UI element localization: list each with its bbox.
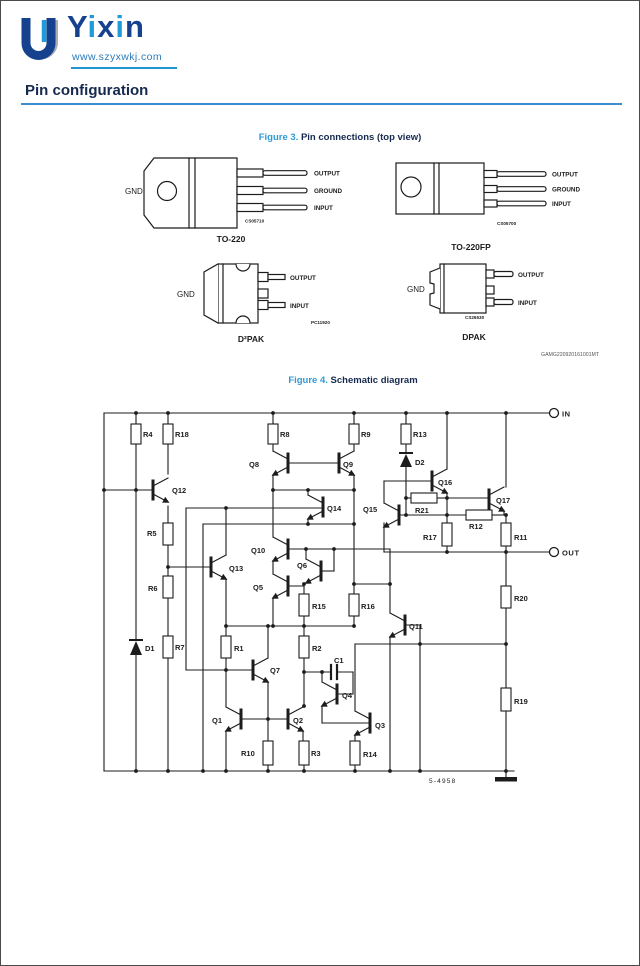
junction-dot	[166, 411, 170, 415]
to220fp-pin	[497, 187, 546, 192]
junction-dot	[445, 550, 449, 554]
figure3-caption-prefix: Figure 3.	[258, 132, 299, 143]
component-label-R16: R16	[361, 602, 375, 611]
component-label-R18: R18	[175, 430, 189, 439]
resistor-body	[163, 636, 173, 658]
to220-pin	[237, 169, 263, 177]
junction-dot	[102, 488, 106, 492]
junction-dot	[352, 624, 356, 628]
to220-pin	[237, 204, 263, 212]
junction-dot	[224, 769, 228, 773]
component-label-Q10: Q10	[251, 546, 266, 555]
junction-dot	[134, 769, 138, 773]
dpak-gnd-label: GND	[407, 285, 425, 294]
to220fp-pin	[484, 186, 497, 193]
junction-dot	[302, 582, 306, 586]
transistor-emitter	[226, 723, 241, 731]
out-terminal-label: OUT	[562, 548, 580, 558]
transistor-emitter	[306, 575, 321, 583]
logo-letter: i	[115, 9, 126, 44]
dpak-pin-label: INPUT	[518, 300, 537, 307]
transistor-collector	[226, 707, 241, 715]
resistor-body	[299, 594, 309, 616]
component-label-D1: D1	[145, 644, 155, 653]
component-label-R14: R14	[363, 750, 377, 759]
to220fp-pin	[497, 172, 546, 177]
resistor-body	[349, 594, 359, 616]
to220-caption: TO-220	[216, 234, 246, 244]
dpak-pin	[494, 300, 513, 305]
component-label-R21: R21	[415, 506, 429, 515]
component-label-R2: R2	[312, 644, 322, 653]
resistor-body	[442, 523, 452, 546]
transistor-emitter	[153, 494, 168, 502]
to220-figure-code: CS05710	[245, 218, 265, 224]
junction-dot	[166, 565, 170, 569]
transistor-emitter	[211, 571, 226, 579]
component-label-C1: C1	[334, 656, 344, 665]
component-label-Q14: Q14	[327, 504, 342, 513]
component-label-R13: R13	[413, 430, 427, 439]
d2pak-gnd-label: GND	[177, 290, 195, 299]
d2pak-body	[218, 264, 258, 323]
junction-dot	[134, 411, 138, 415]
junction-dot	[304, 547, 308, 551]
junction-dot	[388, 769, 392, 773]
component-label-R19: R19	[514, 697, 528, 706]
junction-dot	[224, 668, 228, 672]
junction-dot	[224, 624, 228, 628]
resistor-body	[501, 586, 511, 608]
component-label-Q9: Q9	[343, 460, 354, 469]
junction-dot	[445, 513, 449, 517]
junction-dot	[332, 547, 336, 551]
component-label-Q17: Q17	[496, 496, 511, 505]
resistor-body	[466, 510, 492, 520]
transistor-collector	[489, 487, 504, 495]
resistor-body	[163, 424, 173, 444]
to220fp-pin	[484, 171, 497, 178]
to220-drawing	[144, 158, 307, 228]
junction-dot	[302, 769, 306, 773]
junction-dot	[504, 769, 508, 773]
component-label-Q12: Q12	[172, 486, 187, 495]
dpak-body	[440, 264, 486, 313]
dpak-pin	[486, 298, 494, 306]
to220fp-caption: TO-220FP	[451, 242, 491, 252]
to220fp-pin-label: GROUND	[552, 186, 580, 194]
resistor-body	[411, 493, 437, 503]
to220-pin-label: INPUT	[314, 205, 333, 212]
component-label-Q16: Q16	[438, 478, 453, 487]
junction-dot	[504, 550, 508, 554]
component-label-Q2: Q2	[293, 716, 304, 725]
junction-dot	[306, 522, 310, 526]
component-label-Q3: Q3	[375, 721, 386, 730]
diode-D2	[400, 453, 412, 467]
component-label-D2: D2	[415, 458, 425, 467]
resistor-body	[401, 424, 411, 444]
d2pak-pin	[268, 303, 285, 308]
dpak-figure-code: CS26530	[465, 315, 485, 320]
transistor-collector	[273, 451, 288, 459]
resistor-body	[268, 424, 278, 444]
junction-dot	[388, 582, 392, 586]
d2pak-pin	[258, 301, 268, 310]
component-label-Q5: Q5	[253, 583, 264, 592]
transistor-emitter	[273, 553, 288, 561]
junction-dot	[302, 670, 306, 674]
resistor-body	[131, 424, 141, 444]
component-label-R8: R8	[280, 430, 290, 439]
d2pak-pin-label: OUTPUT	[290, 275, 316, 282]
junction-dot	[504, 642, 508, 646]
d2pak-pin	[268, 275, 285, 280]
resistor-body	[299, 636, 309, 658]
to220-mounting-hole	[158, 182, 177, 201]
transistor-collector	[273, 537, 288, 545]
resistor-body	[263, 741, 273, 765]
component-label-R12: R12	[469, 522, 483, 531]
transistor-emitter	[273, 467, 288, 475]
figure3-caption-title: Pin connections (top view)	[300, 132, 422, 143]
junction-dot	[504, 411, 508, 415]
component-label-R5: R5	[147, 529, 157, 538]
ground-icon	[495, 777, 517, 782]
component-label-R6: R6	[148, 584, 158, 593]
junction-dot	[504, 513, 508, 517]
diode-D1	[130, 640, 142, 655]
junction-dot	[271, 411, 275, 415]
in-terminal-label: IN	[562, 409, 571, 419]
junction-dot	[271, 488, 275, 492]
junction-dot	[445, 496, 449, 500]
figure4-caption-prefix: Figure 4.	[288, 375, 328, 386]
dpak-pin-label: OUTPUT	[518, 272, 544, 279]
in-terminal	[550, 409, 559, 418]
component-label-R11: R11	[514, 533, 528, 542]
transistor-collector	[355, 711, 370, 719]
component-label-Q4: Q4	[342, 691, 353, 700]
junction-dot	[302, 704, 306, 708]
component-label-Q11: Q11	[409, 622, 423, 631]
d2pak-middle-stub	[258, 289, 268, 298]
to220fp-pin	[497, 201, 546, 206]
transistor-emitter	[308, 511, 323, 519]
dpak-drawing	[430, 264, 513, 313]
component-label-R17: R17	[423, 533, 437, 542]
junction-dot	[224, 506, 228, 510]
dpak-caption: DPAK	[462, 332, 486, 342]
to220fp-figure-code: CS05700	[497, 221, 517, 226]
logo-website: www.szyxwkj.com	[72, 51, 163, 63]
logo-letter: x	[97, 9, 116, 44]
resistor-body	[349, 424, 359, 444]
to220fp-pin-label: INPUT	[552, 201, 571, 208]
logo-letter: n	[125, 9, 145, 44]
transistor-collector	[273, 574, 288, 582]
to220-pin	[263, 171, 307, 176]
transistor-emitter	[253, 674, 268, 682]
out-terminal	[550, 548, 559, 557]
transistor-emitter	[355, 727, 370, 735]
resistor-body	[299, 741, 309, 765]
dpak-middle-stub	[486, 286, 494, 294]
transistor-collector	[432, 469, 447, 477]
component-label-R7: R7	[175, 643, 185, 652]
dpak-pin	[494, 272, 513, 277]
schematic-diagram	[102, 411, 549, 777]
transistor-emitter	[322, 698, 337, 706]
to220-pin-label: OUTPUT	[314, 170, 340, 178]
d2pak-pin	[258, 273, 268, 282]
to220-pin	[263, 188, 307, 193]
d2pak-pin-label: INPUT	[290, 303, 309, 310]
resistor-body	[501, 688, 511, 711]
junction-dot	[404, 513, 408, 517]
resistor-body	[163, 576, 173, 598]
junction-dot	[134, 488, 138, 492]
resistor-body	[501, 523, 511, 546]
resistor-body	[163, 523, 173, 545]
component-label-Q15: Q15	[363, 505, 378, 514]
component-label-R4: R4	[143, 430, 153, 439]
component-label-Q6: Q6	[297, 561, 308, 570]
junction-dot	[166, 769, 170, 773]
to220-pin	[263, 205, 307, 210]
transistor-collector	[306, 559, 321, 567]
transistor-collector	[153, 478, 168, 486]
d2pak-figure-code: PC11920	[311, 320, 330, 325]
junction-dot	[266, 624, 270, 628]
transistor-emitter	[390, 629, 405, 637]
figure3-watermark: GAMG220920161001MT	[541, 352, 599, 358]
schematic-part-number: 5-4958	[429, 778, 457, 785]
to220fp-mounting-hole	[401, 177, 421, 197]
transistor-collector	[308, 495, 323, 503]
junction-dot	[320, 670, 324, 674]
transistor-collector	[288, 707, 303, 715]
junction-dot	[352, 522, 356, 526]
junction-dot	[271, 624, 275, 628]
component-label-R9: R9	[361, 430, 371, 439]
component-label-Q8: Q8	[249, 460, 260, 469]
to220fp-pin-label: OUTPUT	[552, 171, 578, 179]
junction-dot	[201, 769, 205, 773]
transistor-collector	[339, 451, 354, 459]
component-label-R15: R15	[312, 602, 326, 611]
component-label-Q13: Q13	[229, 564, 244, 573]
junction-dot	[404, 411, 408, 415]
junction-dot	[352, 488, 356, 492]
transistor-emitter	[384, 519, 399, 527]
resistor-body	[221, 636, 231, 658]
junction-dot	[445, 411, 449, 415]
junction-dot	[353, 769, 357, 773]
d2pak-caption: D²PAK	[237, 334, 265, 344]
component-label-R1: R1	[234, 644, 244, 653]
junction-dot	[404, 496, 408, 500]
transistor-collector	[384, 503, 399, 511]
resistor-body	[350, 741, 360, 765]
to220-pin	[237, 187, 263, 195]
transistor-collector	[322, 682, 337, 690]
junction-dot	[352, 582, 356, 586]
figure4-caption-title: Schematic diagram	[330, 375, 418, 386]
page-title: Pin configuration	[25, 82, 149, 99]
junction-dot	[418, 769, 422, 773]
dpak-pin	[486, 270, 494, 278]
to220-gnd-label: GND	[125, 187, 143, 196]
capacitor-C1	[331, 665, 337, 679]
transistor-collector	[390, 613, 405, 621]
junction-dot	[418, 642, 422, 646]
component-label-R10: R10	[241, 749, 255, 758]
d2pak-drawing	[204, 264, 285, 323]
junction-dot	[306, 488, 310, 492]
d2pak-tab	[204, 264, 218, 323]
junction-dot	[266, 769, 270, 773]
junction-dot	[266, 717, 270, 721]
to220-pin-label: GROUND	[314, 188, 342, 195]
component-label-R20: R20	[514, 594, 528, 603]
transistor-collector	[211, 555, 226, 563]
transistor-emitter	[273, 590, 288, 598]
to220fp-pin	[484, 200, 497, 207]
component-label-Q1: Q1	[212, 716, 223, 725]
to220fp-drawing	[396, 163, 546, 214]
diode-triangle	[400, 454, 412, 467]
figures-artwork	[1, 1, 640, 966]
component-label-Q7: Q7	[270, 666, 281, 675]
logo-letter: i	[87, 9, 98, 44]
component-label-R3: R3	[311, 749, 321, 758]
diode-triangle	[130, 641, 142, 655]
junction-dot	[352, 411, 356, 415]
transistor-collector	[253, 658, 268, 666]
junction-dot	[302, 624, 306, 628]
logo-letter: Y	[67, 9, 88, 44]
dpak-tab	[430, 268, 440, 309]
